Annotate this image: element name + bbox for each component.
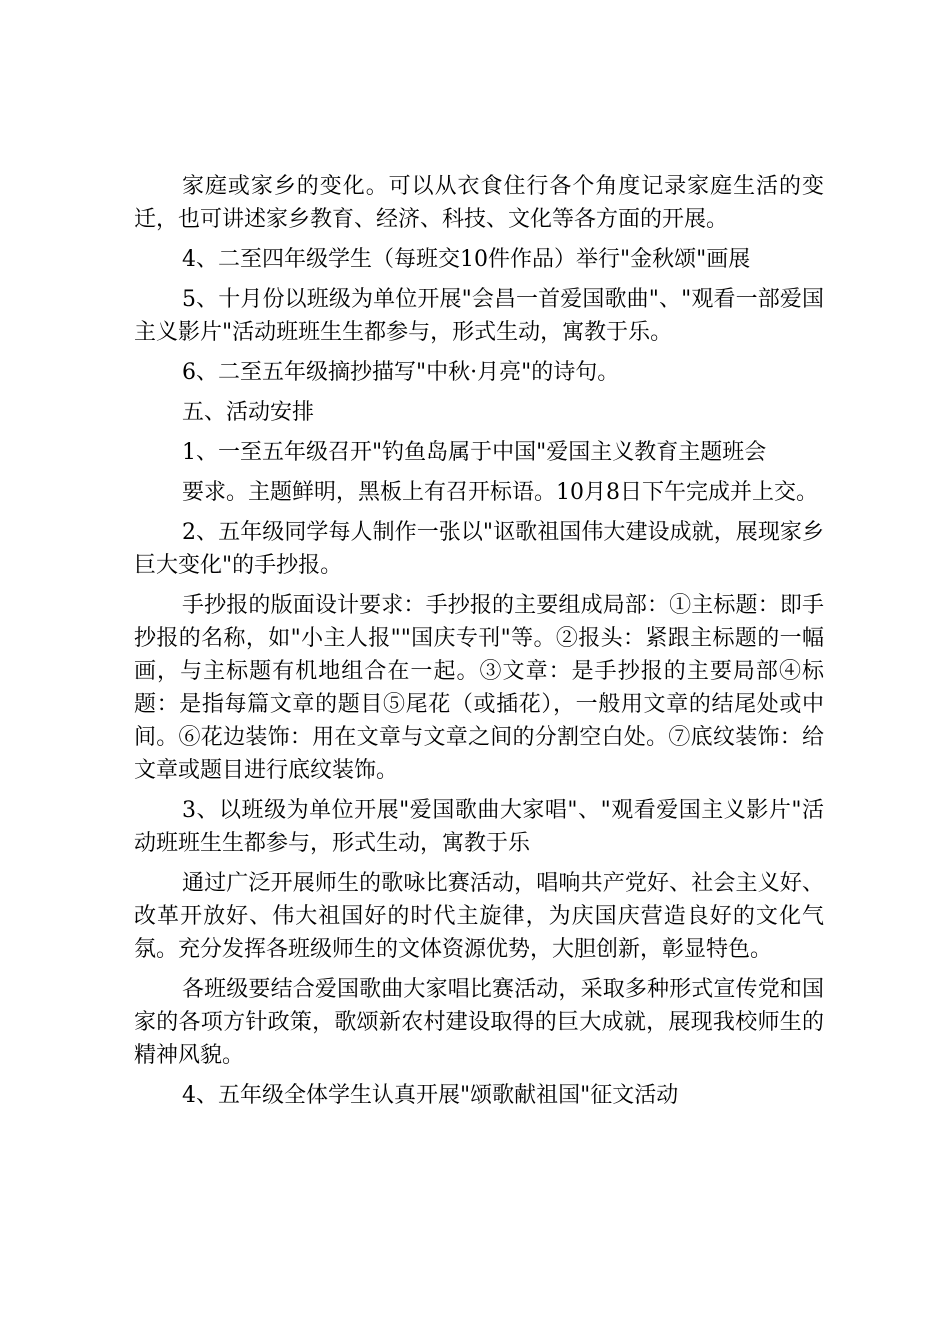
paragraph: 4、二至四年级学生（每班交10件作品）举行"金秋颂"画展	[182, 247, 751, 272]
paragraph: 手抄报的版面设计要求：手抄报的主要组成局部：①主标题：即手抄报的名称，如"小主人报""国庆专刊"等。②报头：紧跟主标题的一幅画，与主标题有机地组合在一起。③文章：是手抄报的主要局部④标题：是指每篇文章的题目⑤尾花（或插花），一般用文章的结尾处或中间。⑥花边装饰：用在文章与文章之间的分割空白处。⑦底纹装饰：给文章或题目进行底纹装饰。	[134, 593, 824, 783]
paragraph: 5、十月份以班级为单位开展"会昌一首爱国歌曲"、"观看一部爱国主义影片"活动班班生生都参与，形式生动，寓教于乐。	[134, 287, 824, 345]
paragraph: 1、一至五年级召开"钓鱼岛属于中国"爱国主义教育主题班会	[182, 440, 767, 465]
paragraph: 2、五年级同学每人制作一张以"讴歌祖国伟大建设成就，展现家乡巨大变化"的手抄报。	[134, 520, 824, 578]
paragraph: 通过广泛开展师生的歌咏比赛活动，唱响共产党好、社会主义好、改革开放好、伟大祖国好的时代主旋律，为庆国庆营造良好的文化气氛。充分发挥各班级师生的文体资源优势，大胆创新，彰显特色。	[134, 871, 824, 962]
paragraph: 家庭或家乡的变化。可以从衣食住行各个角度记录家庭生活的变迁，也可讲述家乡教育、经济、科技、文化等各方面的开展。	[134, 174, 824, 232]
section-heading: 五、活动安排	[182, 400, 315, 425]
paragraph: 4、五年级全体学生认真开展"颂歌献祖国"征文活动	[182, 1083, 679, 1108]
paragraph: 3、以班级为单位开展"爱国歌曲大家唱"、"观看爱国主义影片"活动班班生生都参与，形式生动，寓教于乐	[134, 798, 824, 856]
paragraph: 各班级要结合爱国歌曲大家唱比赛活动，采取多种形式宣传党和国家的各项方针政策，歌颂新农村建设取得的巨大成就，展现我校师生的精神风貌。	[134, 977, 824, 1068]
document-body	[134, 170, 824, 1112]
paragraph: 6、二至五年级摘抄描写"中秋·月亮"的诗句。	[182, 360, 620, 385]
paragraph: 要求。主题鲜明，黑板上有召开标语。10月8日下午完成并上交。	[182, 480, 818, 505]
